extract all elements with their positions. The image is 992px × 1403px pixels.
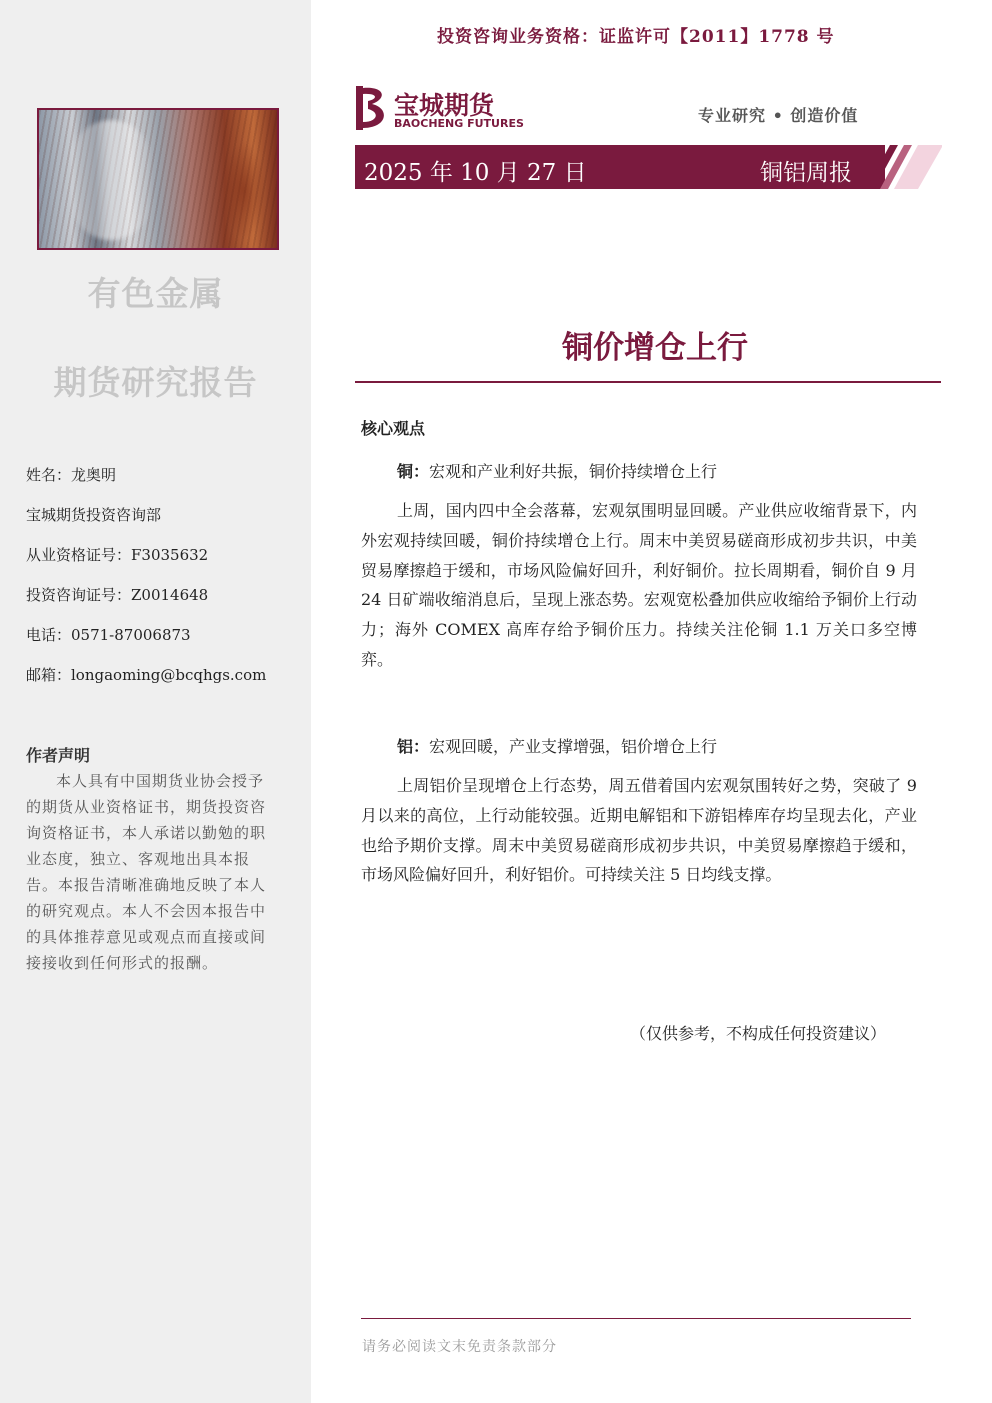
sidebar [0, 0, 311, 1403]
footer-divider [361, 1318, 911, 1319]
title-divider [355, 381, 941, 383]
analyst-name: 姓名：龙奥明 [26, 466, 117, 484]
report-date: 2025 年 10 月 27 日 [364, 160, 587, 186]
copper-headline-text: 宏观和产业利好共振，铜价持续增仓上行 [429, 462, 718, 481]
reference-note: （仅供参考，不构成任何投资建议） [630, 1024, 887, 1043]
report-type-title: 期货研究报告 [53, 363, 258, 402]
company-logo [356, 86, 526, 132]
aluminum-paragraph: 上周铝价呈现增仓上行态势，周五借着国内宏观氛围转好之势，突破了 9 月以来的高位，上行动能较强。近期电解铝和下游铝棒库存均呈现去化，产业也给予期价支撑。周末中美贸易磋商形成初步共识，中美贸易摩擦趋于缓和，市场风险偏好回升，利好铝价。可持续关注 5 日均线支撑。 [361, 776, 917, 885]
copper-paragraph: 上周，国内四中全会落幕，宏观氛围明显回暖。产业供应收缩背景下，内外宏观持续回暖，铜价持续增仓上行。周末中美贸易磋商形成初步共识，中美贸易摩擦趋于缓和，市场风险偏好回升，利好铜价。拉长周期看，铜价自 9 月 24 日矿端收缩消息后，呈现上涨态势。宏观宽松叠加供应收缩给予铜价上行动力；海外 COMEX 高库存给予铜价压力。持续关注伦铜 1.1 万关口多空博弈。 [361, 501, 917, 669]
declaration-text: 本人具有中国期货业协会授予的期货从业资格证书，期货投资咨询资格证书，本人承诺以勤勉的职业态度，独立、客观地出具本报告。本报告清晰准确地反映了本人的研究观点。本人不会因本报告中的具体推荐意见或观点而直接或间接接收到任何形式的报酬。 [26, 772, 267, 972]
copper-headline [397, 459, 717, 482]
analyst-qualification: 从业资格证号：F3035632 [26, 546, 209, 564]
logo-chinese-name: 宝城期货 [394, 91, 495, 120]
aluminum-headline-text: 宏观回暖，产业支撑增强，铝价增仓上行 [429, 737, 718, 756]
cover-photo [37, 108, 279, 250]
category-title: 有色金属 [87, 274, 224, 313]
license-line: 投资咨询业务资格：证监许可【2011】1778 号 [437, 27, 835, 47]
declaration-title: 作者声明 [26, 746, 91, 765]
aluminum-headline [397, 734, 717, 757]
logo-mark-icon [356, 86, 390, 130]
copper-label: 铜： [397, 462, 430, 481]
banner-stripes-icon [860, 145, 942, 189]
report-title: 铜价增仓上行 [562, 330, 748, 366]
analyst-consult-license: 投资咨询证号：Z0014648 [26, 586, 209, 604]
aluminum-label: 铝： [397, 737, 430, 756]
section-heading: 核心观点 [361, 419, 426, 438]
slogan: 专业研究 • 创造价值 [698, 106, 859, 125]
logo-english-name: BAOCHENG FUTURES [394, 117, 524, 130]
footer-disclaimer: 请务必阅读文末免责条款部分 [362, 1339, 557, 1355]
analyst-phone: 电话：0571-87006873 [26, 626, 191, 644]
analyst-email[interactable]: 邮箱：longaoming@bcqhgs.com [26, 666, 267, 684]
report-name: 铜铝周报 [760, 160, 852, 186]
analyst-department: 宝城期货投资咨询部 [26, 506, 162, 524]
